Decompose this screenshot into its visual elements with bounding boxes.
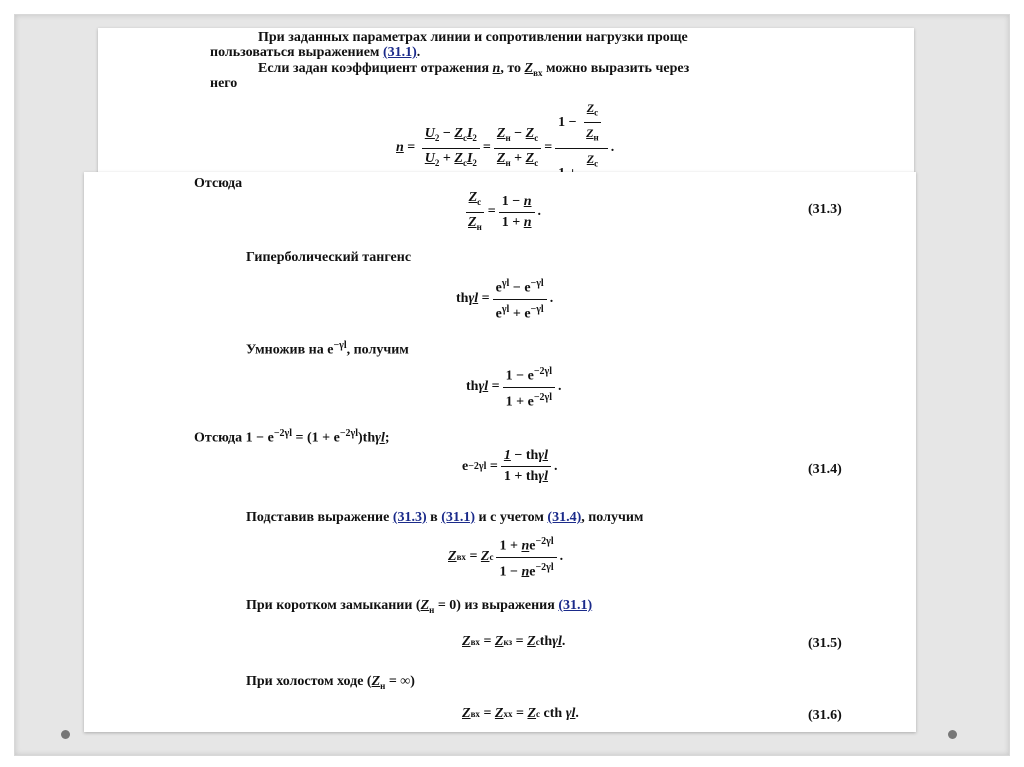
sub-c: с [462,132,467,143]
tanh-heading: Гиперболический тангенс [246,250,412,265]
gamma-l: γl [375,430,385,446]
exp: −2γl [535,536,554,547]
e-sym: e [527,368,534,384]
sub-xx: хх [503,709,513,719]
exp: −2γl [533,366,553,377]
z-sym: Z [454,125,463,141]
one: 1 [499,564,507,580]
sub-n: н [505,132,511,143]
z-sym: Z [527,706,537,721]
substitute-suffix: , получим [581,510,644,525]
n-sym: n [521,564,530,580]
e-sym: e [495,280,502,296]
sub-n: н [380,680,386,691]
frac-zc-zn [583,100,602,146]
idle-prefix: При холостом ходе ( [246,674,372,689]
z-sym: Z [468,190,478,205]
equation-reflection: n = $\frac{U_2 - Z_сI_2}{U_2 + Z_сI_2}$ = $\frac{Z_н - Z_с}{Z_н + Z_с}$ = 1 − $\frac{Z_с}{Z_н}$ $Z_с$ . [396,100,614,197]
text-line-2-prefix: пользоваться выражением [210,45,383,60]
z-sym: Z [494,706,504,721]
gamma-l: γl [538,469,549,484]
short-suffix: ) из выражения [456,598,559,613]
z-sym: Z [448,549,457,565]
idle-cond-val: = ∞ [385,674,411,689]
text-line-3-mid: , то [500,61,525,76]
z-sym: Z [462,706,471,721]
multiply-prefix: Умножив на e [246,342,334,358]
z-sym: Z [494,634,504,649]
th-sym: th [362,430,376,446]
z-sym: Z [468,214,477,230]
e-sym: e [495,306,502,322]
sub-c: с [477,196,482,207]
sub-c: с [489,552,494,563]
text-line-1: При заданных параметрах линии и сопротивлении нагрузки проще [258,30,688,45]
frac-u-i: $\frac{U_2 - Z_сI_2}{U_2 + Z_сI_2}$ [422,126,480,171]
ref-31-1-b[interactable]: (31.1) [558,598,593,613]
eq-n: n [396,140,404,156]
short-circuit-line [246,598,592,615]
exp: −2γl [533,391,553,403]
one: 1 [501,214,509,230]
text-line-2 [210,45,420,61]
z-sym: Z [586,151,595,166]
equation-tanh: th γl = $\frac{e^{\gamma l} - e^{-\gamma l}}{e^{\gamma l} + e^{-\gamma l}}$ . [456,278,554,322]
z-sym: Z [496,150,506,166]
eq-label-31-5: (31.5) [808,636,842,651]
eq-label-31-4: (31.4) [808,462,842,477]
sub-vx: вх [533,67,543,78]
n-sym: n [521,538,530,554]
bullet-dot-left [61,730,70,739]
z-sym: Z [525,125,535,141]
th-sym: th [466,379,479,395]
sub-kz: кз [503,637,513,647]
z-sym: Z [480,549,490,565]
sub-c: с [594,107,599,118]
substitute-prefix: Подставив выражение [246,510,393,525]
sub-c: с [594,158,599,169]
e-sym: e [524,306,531,322]
z-sym: Z [525,150,535,166]
one: 1 [311,430,319,446]
z-sym: Z [586,101,595,115]
substitute-mid1: в [426,510,442,525]
frac-zn-zc: $\frac{Z_н - Z_с}{Z_н + Z_с}$ [494,126,541,171]
idle-suffix: ) [410,674,415,689]
exp: −2γl [273,428,292,439]
equation-zvx: Z вх = Z с $\frac{1 + ne^{-2\gamma l}}{1 - ne^{-2\gamma l}}$ . [448,536,564,580]
sub-c: с [534,132,539,143]
idle-line [246,674,415,691]
sub-n: н [505,157,511,168]
one: 1 [505,368,513,384]
gamma-l: γl [565,706,576,721]
exp: −γl [530,303,544,315]
eq-label-31-3: (31.3) [808,202,842,217]
z-sym: Z [586,126,594,141]
e-sym: e [267,430,274,446]
one: 1 [503,469,511,484]
gamma-l: γl [538,448,549,463]
eq-label-31-6: (31.6) [808,708,842,723]
var-n: n [492,61,501,76]
e-sym: e [527,394,534,410]
text-line-4: него [210,76,238,91]
exp: −2γl [339,428,358,439]
z-sym: Z [371,674,381,689]
gamma-l: γl [552,634,562,649]
sub-vx: вх [470,709,480,719]
one: 1 [501,193,509,209]
equation-31-3: $\frac{Z_с}{Z_н}$ = $\frac{1 - n}{1 + n}$ . [462,190,541,235]
short-cond-val: = 0 [434,598,457,613]
exp: γl [501,303,510,315]
text-line-2-suffix: . [416,45,421,60]
one: 1 [558,114,566,130]
ref-31-3[interactable]: (31.3) [392,510,427,525]
otsyuda-line-2: Отсюда $1 - e^{-2\gamma l} = (1 + e^{-2\gamma l})th\gamma l$; [194,428,390,446]
ref-31-1[interactable]: (31.1) [382,45,417,60]
equation-31-5: Z вх = Z кз = Z с th γl . [462,634,566,649]
one: 1 [503,448,511,463]
sub-n: н [429,604,435,615]
sub-c: с [536,709,541,719]
exp: −2γl [535,561,554,573]
z-sym: Z [527,634,536,649]
e-sym: e [529,538,536,554]
th-sym: th [456,291,469,307]
exp: −2γl [468,461,487,472]
text-line-3-suffix: можно выразить через [542,61,690,76]
gamma-l: γl [468,291,479,307]
th-sym: th [539,634,553,649]
i-sym: I [466,125,473,141]
equation-31-4: e −2γl = $\frac{\text{1 − thγl}}{\text{1 + thγl}}$ . [462,448,558,484]
bullet-dot-right [948,730,957,739]
frac-nested: 1 − $\frac{Z_с}{Z_н}$ $Z_с$ [555,100,608,197]
one: 1 [505,394,513,410]
text-line-3-prefix: Если задан коэффициент отражения [258,61,493,76]
multiply-suffix: , получим [346,342,409,358]
scanned-page-main [84,172,916,732]
cth-sym: cth [543,706,563,721]
text-line-3 [258,61,689,78]
one: 1 [499,538,507,554]
th-sym: th [525,469,539,484]
sub-c: с [535,637,540,647]
z-sym: Z [496,125,506,141]
gamma-l: γl [478,379,489,395]
u-sym: U [424,150,435,166]
var-z: Z [524,61,534,76]
exp: γl [501,278,510,289]
otsyuda-label-1: Отсюда [194,176,243,191]
u-sym: U [424,125,435,141]
exp: −γl [333,340,347,351]
scanned-page-top [98,28,914,174]
otsyuda-label-2: Отсюда [194,430,243,446]
th-sym: th [525,448,539,463]
multiply-line [246,340,409,359]
sub-n: н [593,132,599,143]
exp: −γl [530,278,544,289]
e-sym: e [333,430,340,446]
ref-31-1[interactable]: (31.1) [441,510,476,525]
n-sym: n [523,214,532,230]
i-sym: I [466,150,473,166]
e-sym: e [529,564,536,580]
e-sym: e [462,458,469,474]
substitute-mid2: и с учетом [475,510,548,525]
e-sym: e [524,280,531,296]
ref-31-4[interactable]: (31.4) [547,510,582,525]
z-sym: Z [420,598,430,613]
sub-c: с [534,157,539,168]
substitute-line [246,510,643,526]
n-sym: n [523,193,532,209]
z-sym: Z [462,634,471,649]
short-prefix: При коротком замыкании ( [246,598,421,613]
sub-vx: вх [456,552,466,563]
equation-tanh-2: th γl = $\frac{1 - e^{-2\gamma l}}{1 + e^{-2\gamma l}}$ . [466,366,562,410]
z-sym: Z [454,150,463,166]
sub-c: с [462,157,467,168]
sub-n: н [476,221,482,232]
one: 1 [245,430,253,446]
equation-31-6: Z вх = Z хх = Z с cth γl . [462,706,579,721]
sub-vx: вх [470,637,480,647]
